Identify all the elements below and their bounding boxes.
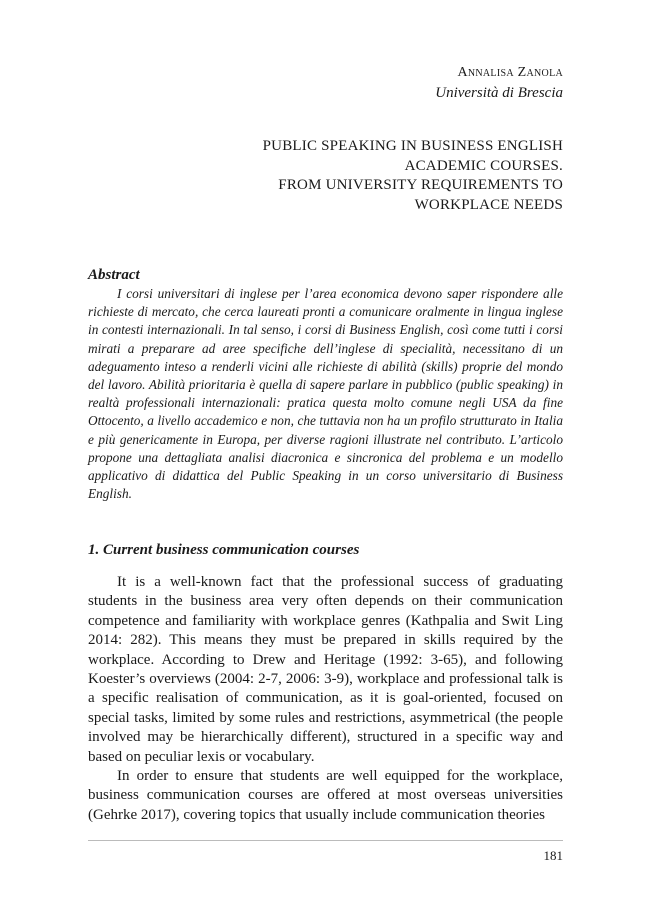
section-body bbox=[88, 573, 563, 825]
paper-title bbox=[263, 137, 563, 215]
author-name: Annalisa Zanola bbox=[457, 65, 563, 80]
author-affiliation: Università di Brescia bbox=[435, 85, 563, 101]
footer-divider bbox=[88, 840, 563, 841]
section-heading: 1. Current business communication courses bbox=[88, 542, 360, 558]
abstract-text: I corsi universitari di inglese per l’area economica devono saper rispondere alle richieste di mercato, che cerca laureati pronti a comunicare oralmente in lingua inglese in contesti internazionali. In tal senso, i corsi di Business English, così come tutti i corsi mirati a preparare ad aree specifiche dell’inglese di specialità, necessitano di un adeguamento inteso a renderli vicini alle richieste di abilità (skills) proprie del mondo del lavoro. Abilità prioritaria è quella di sapere parlare in pubblico (public speaking) in realtà professionali internazionali: pratica questa molto comune negli USA da fine Ottocento, a livello accademico e non, che tuttavia non ha un profilo strutturato in Italia e più genericamente in Europa, per diverse ragioni illustrate nel contributo. L’articolo propone una dettagliata analisi diacronica e sincronica del problema e un modello applicativo di didattica del Public Speaking in un corso universitario di Business English. bbox=[88, 286, 563, 502]
body-paragraph: In order to ensure that students are well equipped for the workplace, business communication courses are offered at most overseas universities (Gehrke 2017), covering topics that usually include communication theories bbox=[88, 768, 563, 823]
paper-page bbox=[88, 0, 563, 910]
page-number: 181 bbox=[543, 848, 563, 863]
title-line: PUBLIC SPEAKING IN BUSINESS ENGLISH bbox=[262, 138, 563, 154]
title-line: ACADEMIC COURSES. bbox=[404, 157, 563, 174]
title-line: FROM UNIVERSITY REQUIREMENTS TO bbox=[278, 177, 563, 193]
abstract-heading: Abstract bbox=[88, 267, 140, 283]
author-block bbox=[435, 63, 563, 103]
body-paragraph: It is a well-known fact that the professional success of graduating students in the business area very often depends on their communication competence and familiarity with workplace genres (Kathpalia and Swit Ling 2014: 282). This means they must be prepared in skills required by the workplace. According to Drew and Heritage (1992: 3-65), and following Koester’s overviews (2004: 2-7, 2006: 3-9), workplace and professional talk is a specific realisation of communication, as it is goal-oriented, focused on special tasks, limited by some rules and restrictions, asymmetrical (the people involved may be hierarchically different), structured in a specific way and based on peculiar lexis or vocabulary. bbox=[88, 574, 563, 765]
title-line: WORKPLACE NEEDS bbox=[414, 196, 563, 213]
